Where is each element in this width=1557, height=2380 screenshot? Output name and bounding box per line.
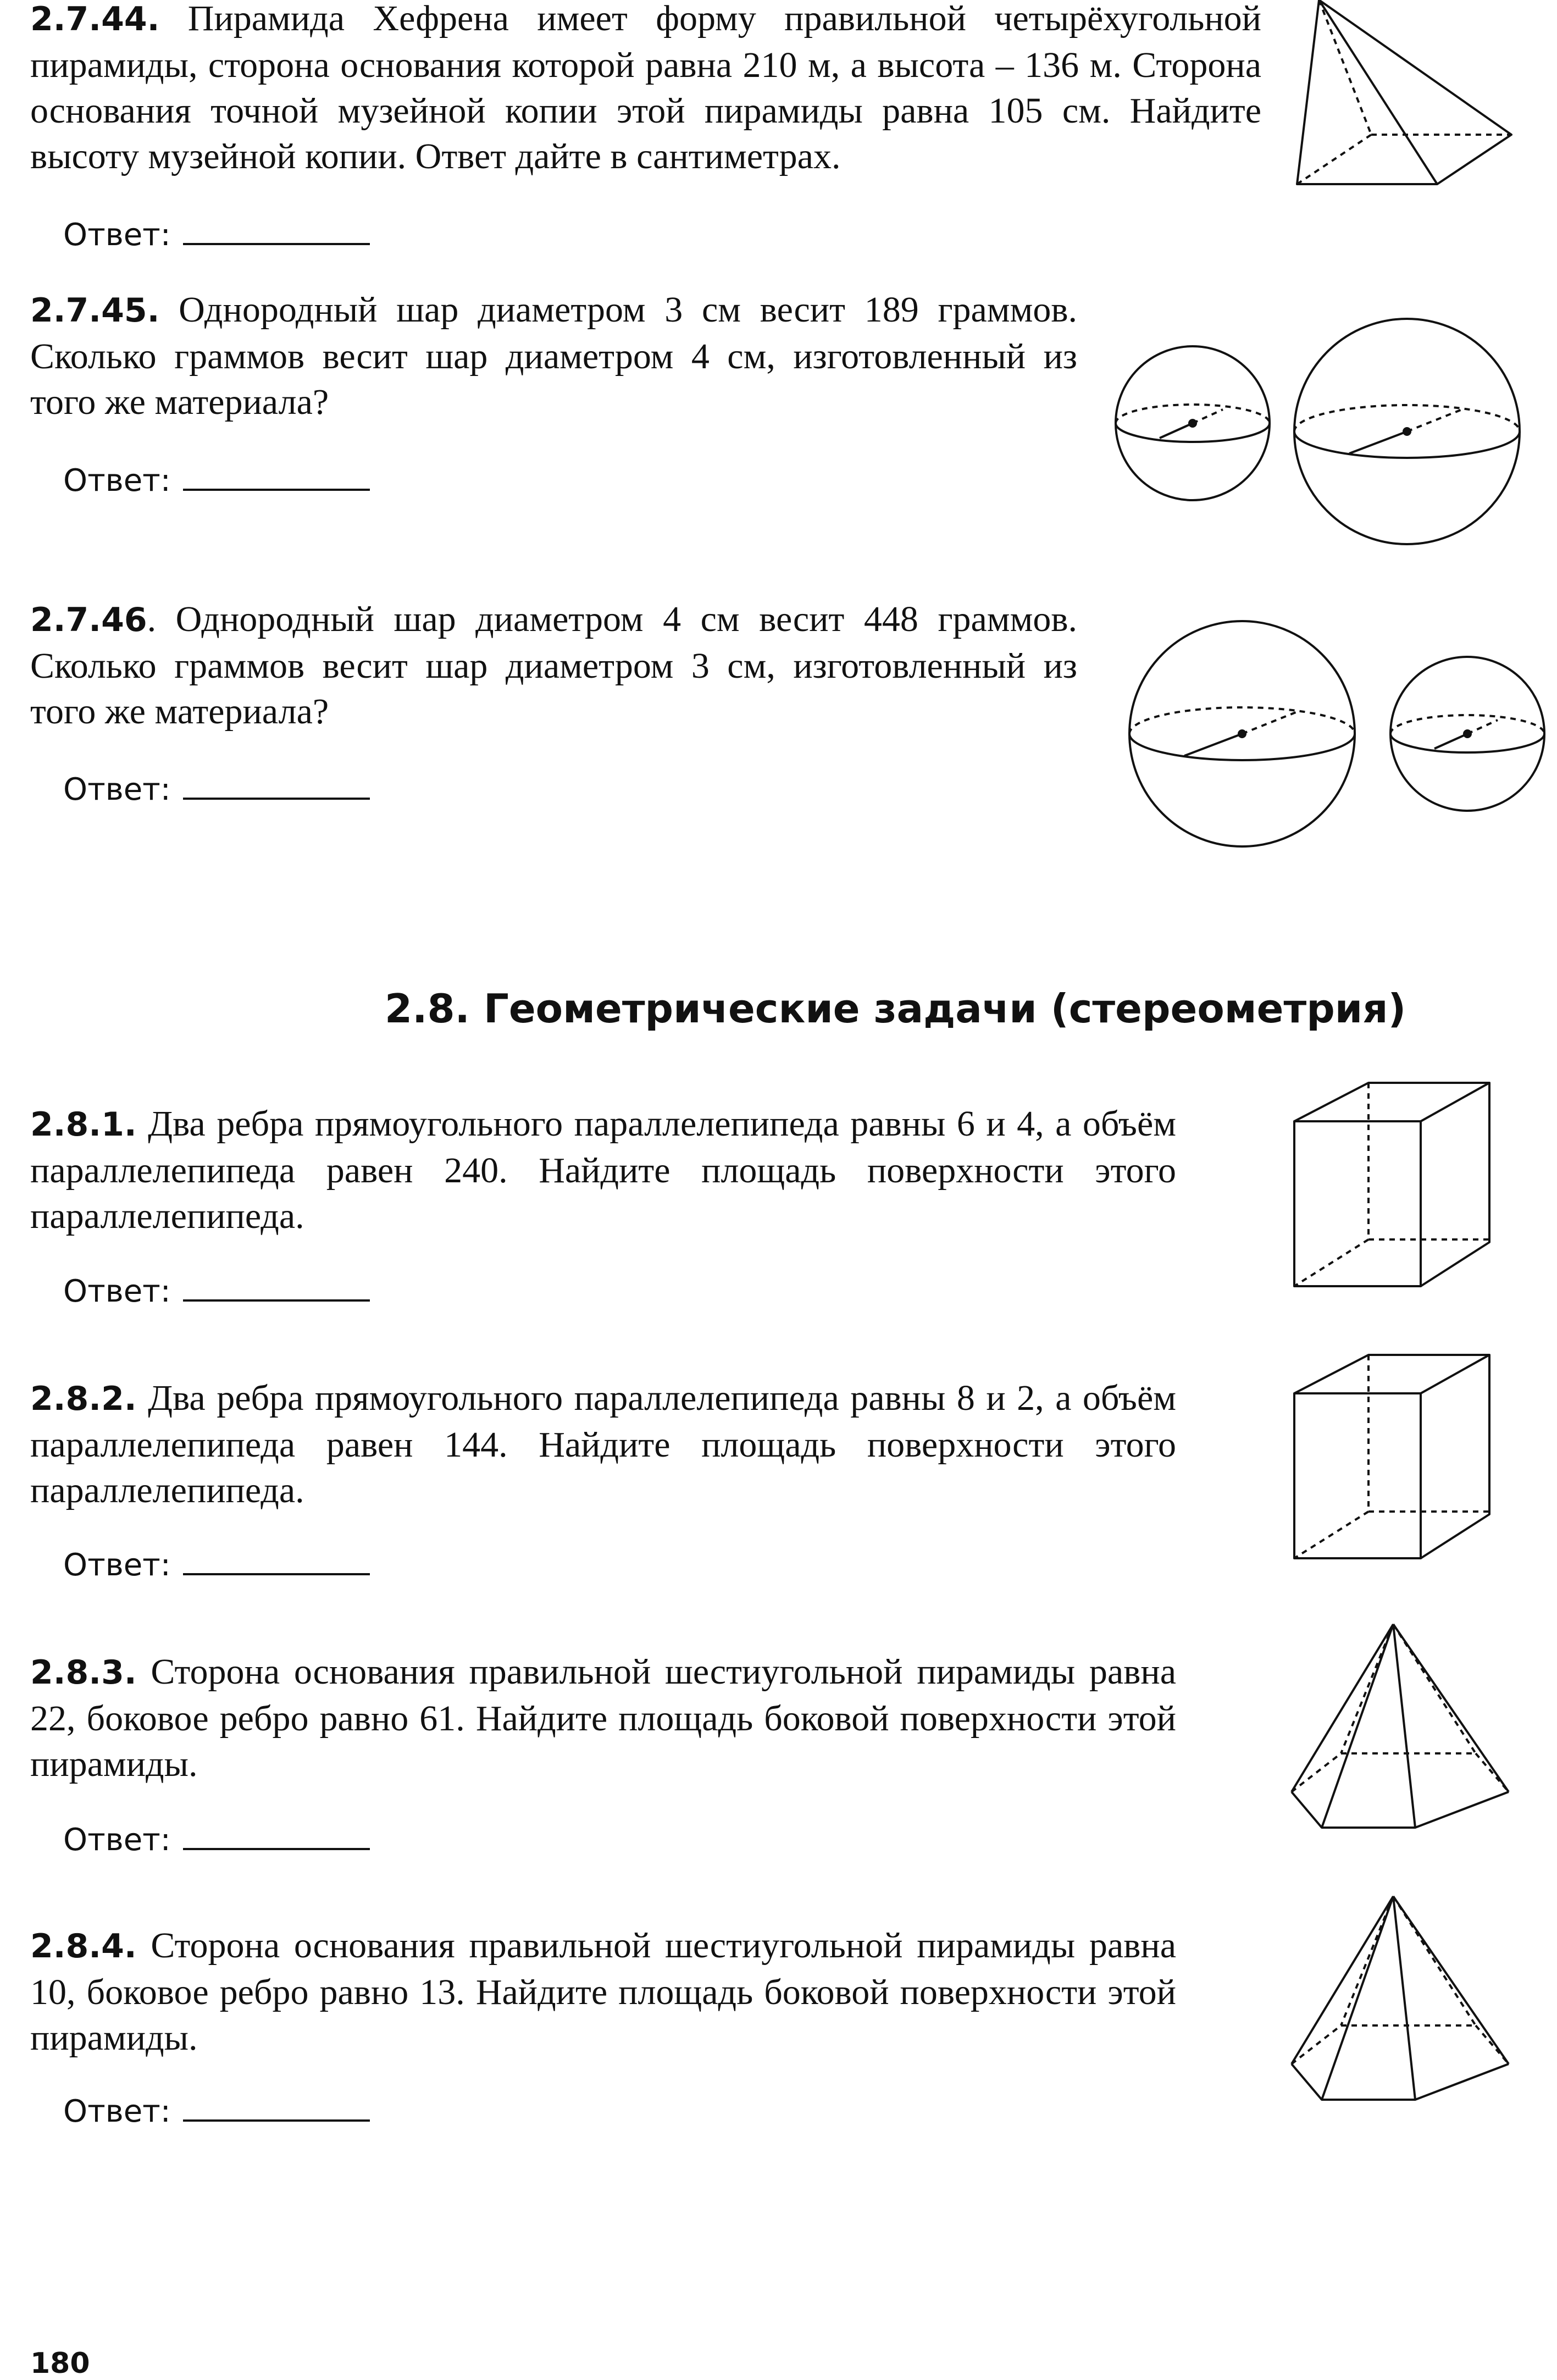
answer-line[interactable] (183, 462, 370, 491)
answer-field (63, 2093, 370, 2131)
problem-number: 2.8.3. (30, 1653, 137, 1692)
problem-number: 2.8.2. (30, 1380, 137, 1418)
problem-text (30, 596, 1077, 734)
problem-2-7-46 (30, 596, 1077, 734)
small-sphere-figure (1388, 654, 1547, 813)
problem-text (30, 0, 1261, 179)
problem-body: Два ребра прямоугольного параллелепипеда равны 6 и 4, а объём параллелепипеда равен 240. Найдите площадь поверхности этого параллелепипеда. (30, 1104, 1176, 1236)
large-sphere-figure (1292, 316, 1522, 547)
answer-label: Ответ: (63, 463, 171, 499)
answer-line[interactable] (183, 2093, 370, 2122)
answer-label: Ответ: (63, 217, 171, 253)
problem-2-7-44 (30, 0, 1261, 179)
problem-2-7-45 (30, 287, 1077, 425)
answer-line[interactable] (183, 771, 370, 800)
small-sphere-figure (1113, 344, 1272, 503)
cuboid-figure (1292, 1080, 1522, 1289)
problem-text (30, 1101, 1176, 1239)
problem-body: Однородный шар диаметром 3 см весит 189 граммов. Сколько граммов весит шар диаметром 4 см, изготовленный из того же материала? (30, 290, 1078, 422)
problem-number: 2.7.45. (30, 291, 160, 330)
answer-line[interactable] (183, 1273, 370, 1302)
page-number: 180 (30, 2347, 90, 2380)
problem-body: . Однородный шар диаметром 4 см весит 448 граммов. Сколько граммов весит шар диаметром 3 см, изготовленный из того же материала? (30, 599, 1077, 732)
answer-label: Ответ: (63, 1274, 171, 1309)
problem-number: 2.8.4. (30, 1927, 137, 1966)
answer-label: Ответ: (63, 772, 171, 807)
large-sphere-figure (1127, 618, 1357, 849)
problem-text (30, 1923, 1176, 2061)
problem-2-8-1 (30, 1101, 1176, 1239)
hexagonal-pyramid-figure (1289, 1894, 1514, 2105)
problem-number: 2.8.1. (30, 1105, 137, 1144)
problem-text (30, 1649, 1176, 1787)
problem-number: 2.7.44. (30, 0, 160, 38)
problem-body: Сторона основания правильной шестиугольной пирамиды равна 22, боковое ребро равно 61. Найдите площадь боковой поверхности этой пирамиды. (30, 1652, 1176, 1784)
answer-label: Ответ: (63, 1822, 171, 1858)
answer-field (63, 1546, 370, 1585)
problem-body: Пирамида Хефрена имеет форму правильной четырёхугольной пирамиды, сторона основания которой равна 210 м, а высота – 136 м. Сторона основания точной музейной копии этой пирамиды равна 105 см. Найдите высоту музейной копии. Ответ дайте в сантиметрах. (30, 0, 1261, 176)
answer-label: Ответ: (63, 2094, 171, 2129)
answer-label: Ответ: (63, 1547, 171, 1583)
answer-field (63, 771, 370, 809)
answer-field (63, 462, 370, 500)
problem-2-8-4 (30, 1923, 1176, 2061)
problem-body: Сторона основания правильной шестиугольной пирамиды равна 10, боковое ребро равно 13. Найдите площадь боковой поверхности этой пирамиды. (30, 1925, 1176, 2058)
answer-line[interactable] (183, 1547, 370, 1575)
problem-2-8-3 (30, 1649, 1176, 1787)
problem-text (30, 287, 1077, 425)
answer-field (63, 216, 370, 254)
problem-2-8-2 (30, 1375, 1176, 1513)
section-title: 2.8. Геометрические задачи (стереометрия) (385, 986, 1406, 1032)
cuboid-figure (1292, 1352, 1522, 1561)
problem-body: Два ребра прямоугольного параллелепипеда равны 8 и 2, а объём параллелепипеда равен 144. Найдите площадь поверхности этого параллелепипеда. (30, 1378, 1176, 1510)
problem-text (30, 1375, 1176, 1513)
answer-field (63, 1272, 370, 1311)
hexagonal-pyramid-figure (1289, 1621, 1514, 1833)
answer-line[interactable] (183, 1822, 370, 1850)
answer-line[interactable] (183, 217, 370, 245)
square-pyramid-figure (1286, 0, 1533, 190)
problem-number: 2.7.46 (30, 601, 147, 639)
answer-field (63, 1821, 370, 1859)
